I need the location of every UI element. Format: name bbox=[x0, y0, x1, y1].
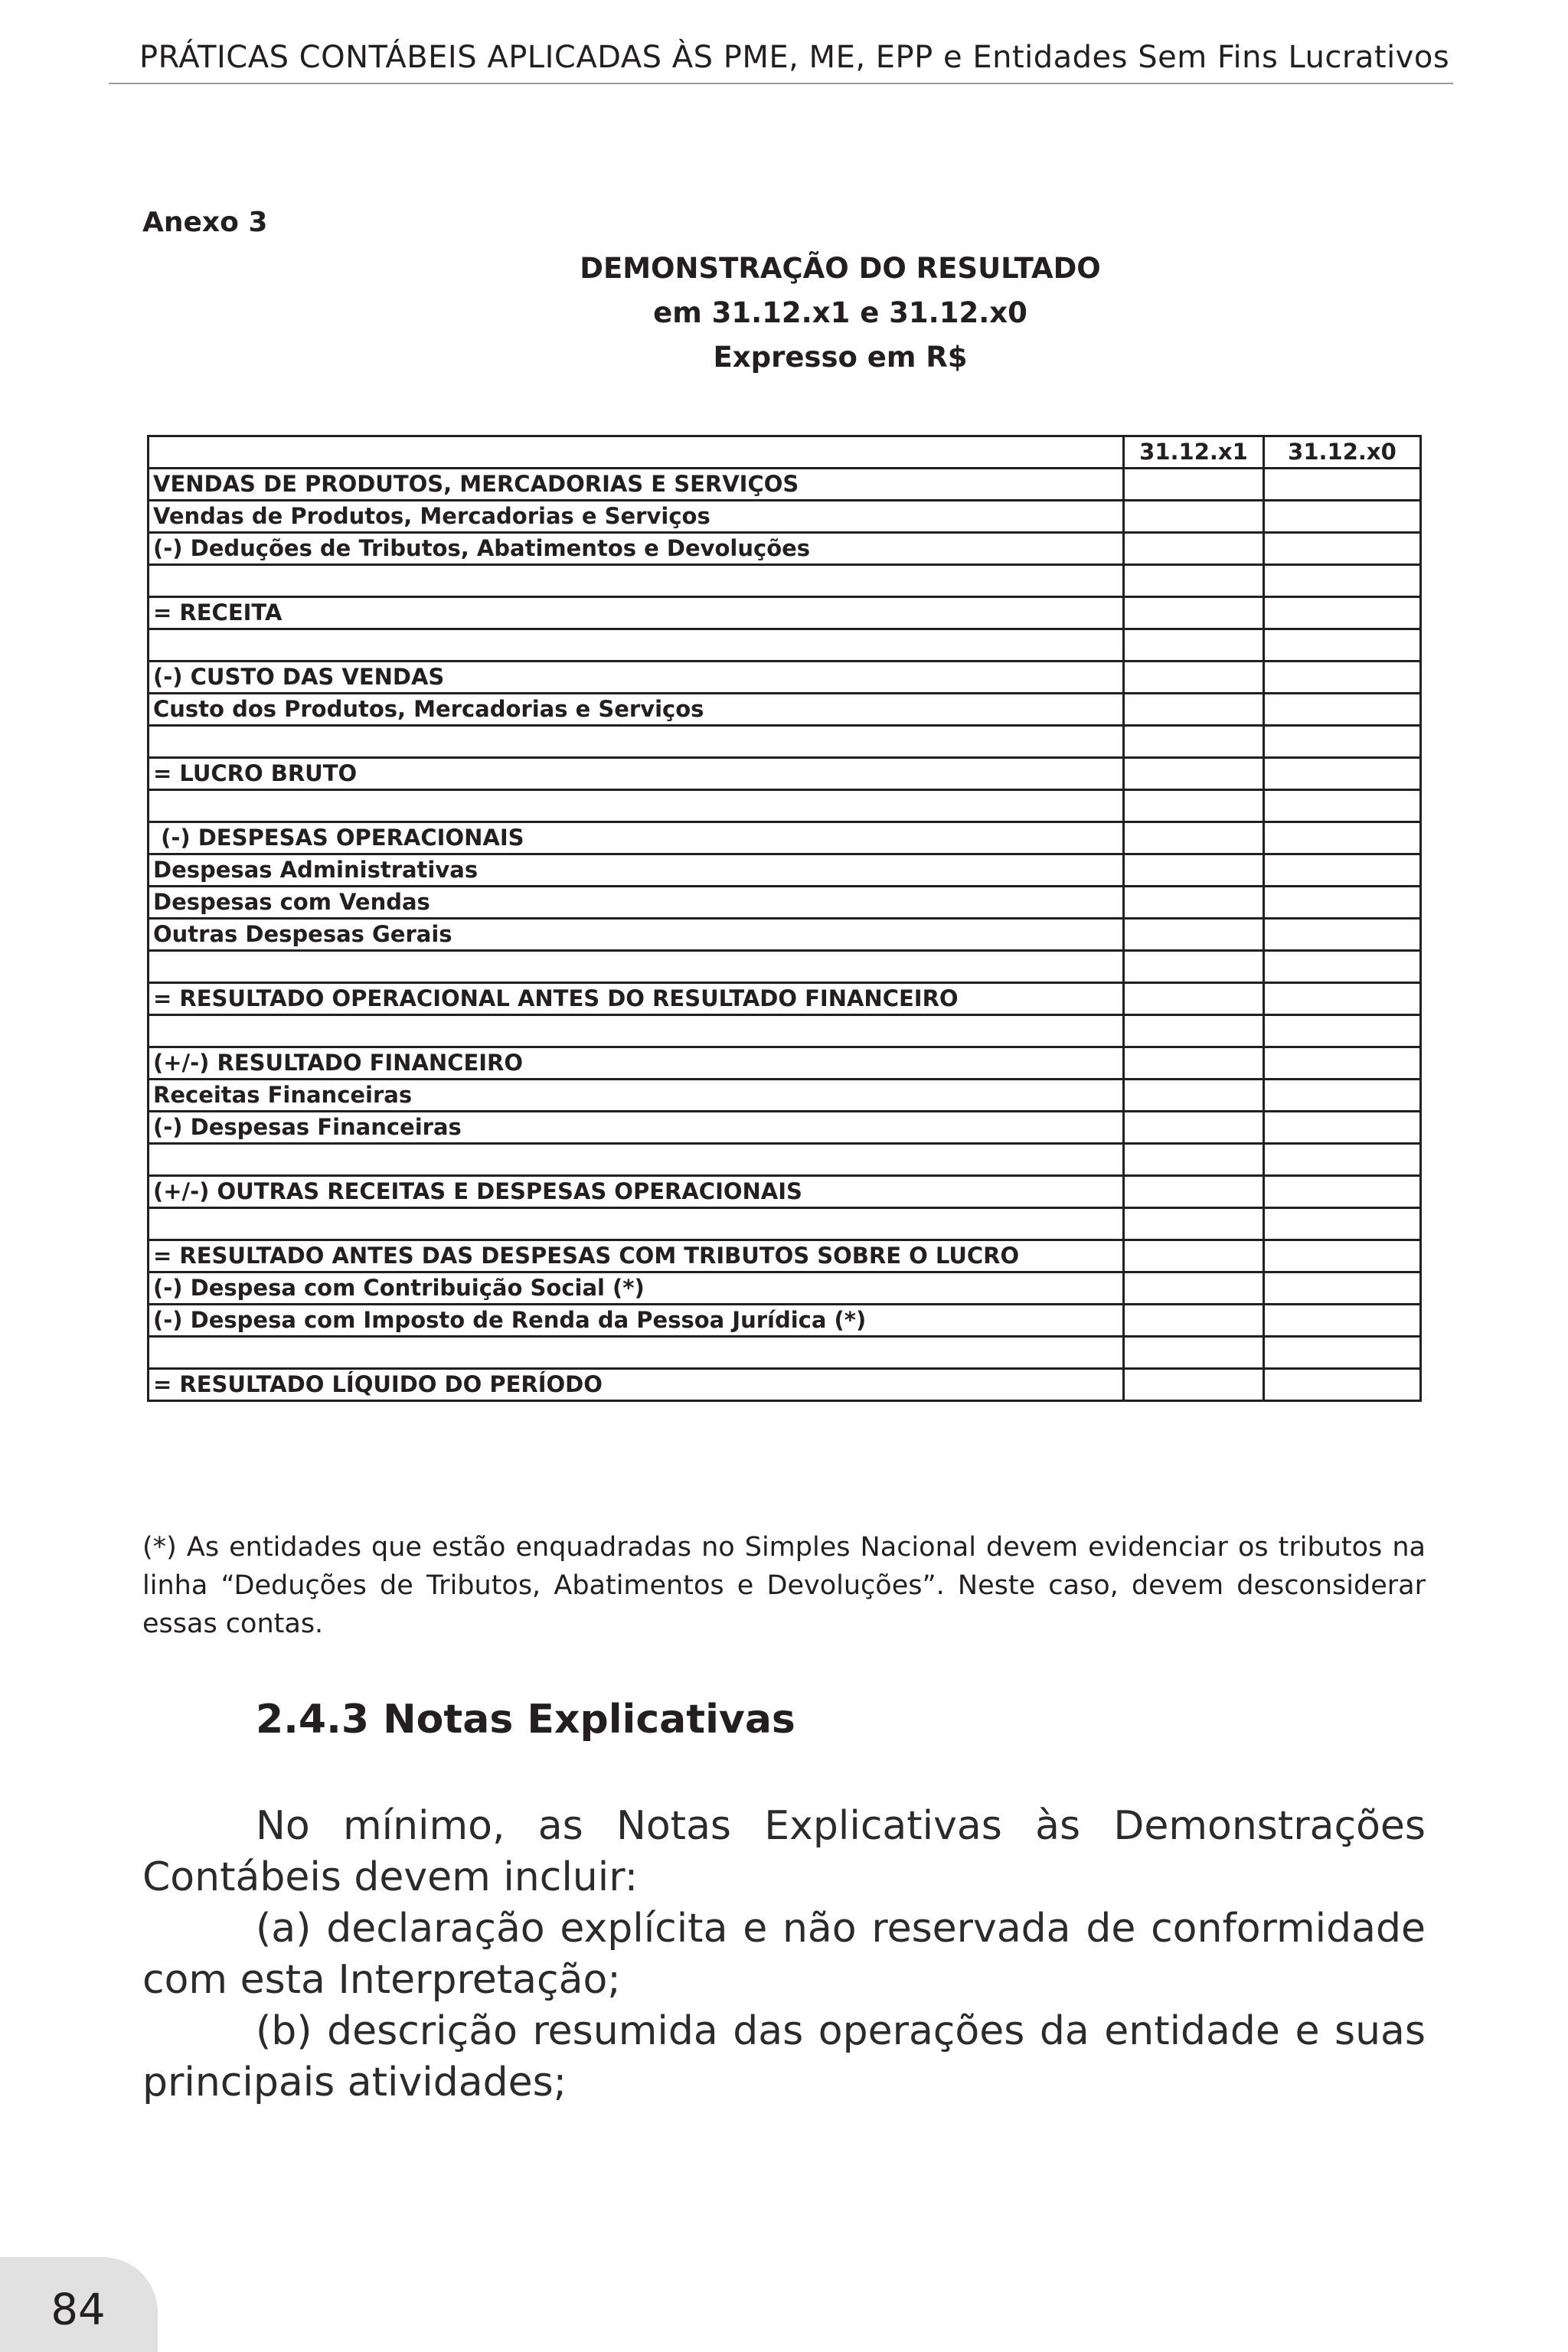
table-row bbox=[149, 790, 1421, 822]
table-row bbox=[149, 1015, 1421, 1047]
value-cell-x0 bbox=[1264, 790, 1421, 822]
table-row bbox=[149, 854, 1421, 887]
value-cell-x0 bbox=[1264, 1112, 1421, 1144]
value-cell-x0 bbox=[1264, 822, 1421, 854]
section-body bbox=[142, 1801, 1426, 2109]
value-cell-x1 bbox=[1124, 565, 1264, 597]
value-cell-x1 bbox=[1124, 1112, 1264, 1144]
row-label: (-) CUSTO DAS VENDAS bbox=[149, 662, 1124, 694]
row-label: (-) Despesa com Contribuição Social (*) bbox=[149, 1272, 1124, 1305]
table-row bbox=[149, 694, 1421, 726]
row-label bbox=[149, 1337, 1124, 1369]
table-row bbox=[149, 501, 1421, 533]
table-row bbox=[149, 565, 1421, 597]
row-label: = RESULTADO OPERACIONAL ANTES DO RESULTADO FINANCEIRO bbox=[149, 983, 1124, 1015]
value-cell-x0 bbox=[1264, 983, 1421, 1015]
value-cell-x0 bbox=[1264, 1305, 1421, 1337]
income-statement-table bbox=[147, 435, 1422, 1402]
table-header-row bbox=[149, 436, 1421, 469]
value-cell-x1 bbox=[1124, 822, 1264, 854]
value-cell-x1 bbox=[1124, 1305, 1264, 1337]
row-label: Vendas de Produtos, Mercadorias e Serviços bbox=[149, 501, 1124, 533]
table-row bbox=[149, 1144, 1421, 1176]
table-row bbox=[149, 1176, 1421, 1208]
row-label bbox=[149, 790, 1124, 822]
column-header-description bbox=[149, 436, 1124, 469]
table-row bbox=[149, 1337, 1421, 1369]
value-cell-x0 bbox=[1264, 1047, 1421, 1080]
value-cell-x0 bbox=[1264, 1176, 1421, 1208]
row-label: = RESULTADO ANTES DAS DESPESAS COM TRIBUTOS SOBRE O LUCRO bbox=[149, 1240, 1124, 1272]
value-cell-x0 bbox=[1264, 662, 1421, 694]
page-number: 84 bbox=[51, 2285, 106, 2335]
value-cell-x1 bbox=[1124, 919, 1264, 951]
running-header: PRÁTICAS CONTÁBEIS APLICADAS ÀS PME, ME, EPP e Entidades Sem Fins Lucrativos bbox=[139, 40, 1450, 75]
value-cell-x1 bbox=[1124, 854, 1264, 887]
row-label: = LUCRO BRUTO bbox=[149, 758, 1124, 790]
value-cell-x0 bbox=[1264, 726, 1421, 758]
row-label bbox=[149, 951, 1124, 983]
value-cell-x0 bbox=[1264, 854, 1421, 887]
table-row bbox=[149, 1047, 1421, 1080]
table-row bbox=[149, 1208, 1421, 1240]
value-cell-x1 bbox=[1124, 1208, 1264, 1240]
row-label: Custo dos Produtos, Mercadorias e Serviços bbox=[149, 694, 1124, 726]
table-row bbox=[149, 1240, 1421, 1272]
table-body bbox=[149, 469, 1421, 1401]
value-cell-x0 bbox=[1264, 1240, 1421, 1272]
column-header-x0: 31.12.x0 bbox=[1264, 436, 1421, 469]
value-cell-x1 bbox=[1124, 662, 1264, 694]
value-cell-x1 bbox=[1124, 1369, 1264, 1401]
row-label: Despesas com Vendas bbox=[149, 887, 1124, 919]
row-label: = RESULTADO LÍQUIDO DO PERÍODO bbox=[149, 1369, 1124, 1401]
value-cell-x0 bbox=[1264, 951, 1421, 983]
value-cell-x0 bbox=[1264, 629, 1421, 662]
column-header-x1: 31.12.x1 bbox=[1124, 436, 1264, 469]
value-cell-x1 bbox=[1124, 758, 1264, 790]
row-label: (-) DESPESAS OPERACIONAIS bbox=[149, 822, 1124, 854]
row-label bbox=[149, 565, 1124, 597]
value-cell-x0 bbox=[1264, 887, 1421, 919]
table-row bbox=[149, 533, 1421, 565]
header-divider bbox=[109, 83, 1453, 84]
value-cell-x0 bbox=[1264, 758, 1421, 790]
value-cell-x1 bbox=[1124, 726, 1264, 758]
value-cell-x0 bbox=[1264, 1015, 1421, 1047]
row-label bbox=[149, 1015, 1124, 1047]
row-label: Outras Despesas Gerais bbox=[149, 919, 1124, 951]
value-cell-x0 bbox=[1264, 1272, 1421, 1305]
value-cell-x1 bbox=[1124, 533, 1264, 565]
table-row bbox=[149, 983, 1421, 1015]
table-row bbox=[149, 1272, 1421, 1305]
section-heading: 2.4.3 Notas Explicativas bbox=[256, 1697, 795, 1743]
value-cell-x1 bbox=[1124, 694, 1264, 726]
table-row bbox=[149, 1369, 1421, 1401]
value-cell-x0 bbox=[1264, 694, 1421, 726]
value-cell-x1 bbox=[1124, 501, 1264, 533]
table-row bbox=[149, 822, 1421, 854]
value-cell-x1 bbox=[1124, 1337, 1264, 1369]
table-row bbox=[149, 662, 1421, 694]
row-label bbox=[149, 1208, 1124, 1240]
value-cell-x0 bbox=[1264, 469, 1421, 501]
statement-title: DEMONSTRAÇÃO DO RESULTADO bbox=[580, 252, 1101, 285]
paragraph: (b) descrição resumida das operações da entidade e suas principais atividades; bbox=[142, 2008, 1426, 2105]
paragraph: (a) declaração explícita e não reservada de conformidade com esta Interpretação; bbox=[142, 1906, 1426, 2003]
value-cell-x0 bbox=[1264, 1080, 1421, 1112]
table-row bbox=[149, 1305, 1421, 1337]
value-cell-x1 bbox=[1124, 1047, 1264, 1080]
value-cell-x1 bbox=[1124, 1015, 1264, 1047]
statement-currency: Expresso em R$ bbox=[713, 341, 968, 374]
value-cell-x0 bbox=[1264, 919, 1421, 951]
value-cell-x1 bbox=[1124, 790, 1264, 822]
footnote: (*) As entidades que estão enquadradas no Simples Nacional devem evidenciar os tributos na linha “Deduções de Tributos, Abatimentos e Devoluções”. Neste caso, devem desconsiderar essas contas. bbox=[142, 1532, 1426, 1639]
row-label: Despesas Administrativas bbox=[149, 854, 1124, 887]
value-cell-x0 bbox=[1264, 1144, 1421, 1176]
table-row bbox=[149, 919, 1421, 951]
value-cell-x1 bbox=[1124, 951, 1264, 983]
value-cell-x1 bbox=[1124, 983, 1264, 1015]
table-row bbox=[149, 758, 1421, 790]
table-row bbox=[149, 629, 1421, 662]
row-label: Receitas Financeiras bbox=[149, 1080, 1124, 1112]
value-cell-x1 bbox=[1124, 1080, 1264, 1112]
statement-title-block bbox=[0, 247, 1568, 380]
row-label: (-) Despesa com Imposto de Renda da Pessoa Jurídica (*) bbox=[149, 1305, 1124, 1337]
value-cell-x1 bbox=[1124, 597, 1264, 629]
value-cell-x1 bbox=[1124, 887, 1264, 919]
value-cell-x0 bbox=[1264, 1208, 1421, 1240]
value-cell-x0 bbox=[1264, 501, 1421, 533]
value-cell-x0 bbox=[1264, 597, 1421, 629]
statement-dates: em 31.12.x1 e 31.12.x0 bbox=[653, 296, 1027, 329]
row-label: (-) Deduções de Tributos, Abatimentos e Devoluções bbox=[149, 533, 1124, 565]
table-row bbox=[149, 1112, 1421, 1144]
table-row bbox=[149, 1080, 1421, 1112]
value-cell-x0 bbox=[1264, 565, 1421, 597]
row-label bbox=[149, 1144, 1124, 1176]
row-label: VENDAS DE PRODUTOS, MERCADORIAS E SERVIÇOS bbox=[149, 469, 1124, 501]
value-cell-x1 bbox=[1124, 629, 1264, 662]
value-cell-x1 bbox=[1124, 1240, 1264, 1272]
value-cell-x1 bbox=[1124, 1176, 1264, 1208]
table-row bbox=[149, 469, 1421, 501]
annex-label: Anexo 3 bbox=[142, 207, 268, 238]
row-label bbox=[149, 726, 1124, 758]
value-cell-x0 bbox=[1264, 1337, 1421, 1369]
table-row bbox=[149, 597, 1421, 629]
row-label: (+/-) OUTRAS RECEITAS E DESPESAS OPERACIONAIS bbox=[149, 1176, 1124, 1208]
value-cell-x1 bbox=[1124, 1144, 1264, 1176]
table-row bbox=[149, 951, 1421, 983]
value-cell-x1 bbox=[1124, 469, 1264, 501]
table-row bbox=[149, 726, 1421, 758]
row-label bbox=[149, 629, 1124, 662]
value-cell-x1 bbox=[1124, 1272, 1264, 1305]
table-row bbox=[149, 887, 1421, 919]
row-label: (+/-) RESULTADO FINANCEIRO bbox=[149, 1047, 1124, 1080]
value-cell-x0 bbox=[1264, 533, 1421, 565]
row-label: = RECEITA bbox=[149, 597, 1124, 629]
row-label: (-) Despesas Financeiras bbox=[149, 1112, 1124, 1144]
paragraph: No mínimo, as Notas Explicativas às Demonstrações Contábeis devem incluir: bbox=[142, 1803, 1426, 1900]
value-cell-x0 bbox=[1264, 1369, 1421, 1401]
